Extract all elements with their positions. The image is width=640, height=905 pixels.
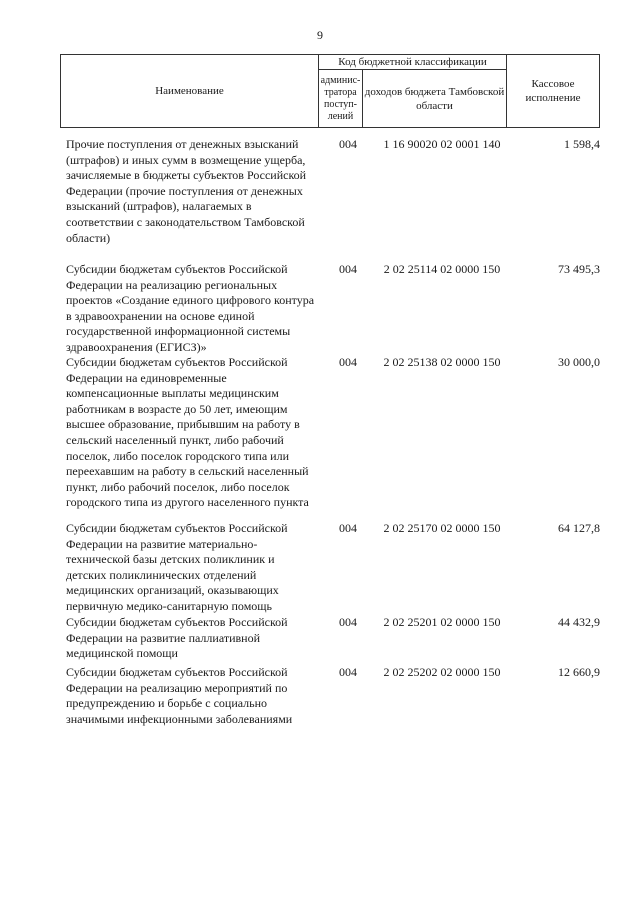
header-name: Наименование bbox=[61, 55, 319, 128]
header-admin: админис-тратора поступ-лений bbox=[319, 70, 363, 128]
header-classification-group: Код бюджетной классификации bbox=[319, 55, 507, 70]
row-income-code: 2 02 25170 02 0000 150 bbox=[383, 521, 501, 535]
row-income-code: 2 02 25114 02 0000 150 bbox=[383, 262, 501, 276]
header-income: доходов бюджета Тамбовской области bbox=[363, 70, 507, 128]
row-income-code: 1 16 90020 02 0001 140 bbox=[383, 137, 501, 151]
row-amount: 73 495,3 bbox=[558, 262, 600, 276]
header-execution: Кассовое исполнение bbox=[507, 55, 600, 128]
row-name: Субсидии бюджетам субъектов Российской Федерации на единовременные компенсационные выплаты медицинским работникам в возрасте до 50 лет, имеющим высшее образование, прибывшим на работу в сельский населенный пункт, либо рабочий поселок, либо поселок городского типа или переехавшим на работу в сельский населенный пункт, либо рабочий поселок, либо поселок городского типа из другого населенного пункта bbox=[66, 355, 309, 510]
row-name: Субсидии бюджетам субъектов Российской Федерации на развитие паллиативной медицинской помощи bbox=[66, 615, 288, 661]
row-amount: 1 598,4 bbox=[564, 137, 600, 151]
table-header bbox=[60, 54, 600, 128]
row-name: Субсидии бюджетам субъектов Российской Федерации на развитие материально-технической базы детских поликлиник и детских поликлинических отделений медицинских организаций, оказывающих первичную медико-санитарную помощь bbox=[66, 521, 288, 613]
row-amount: 44 432,9 bbox=[558, 615, 600, 629]
row-amount: 64 127,8 bbox=[558, 521, 600, 535]
row-admin-code: 004 bbox=[339, 262, 357, 276]
row-income-code: 2 02 25138 02 0000 150 bbox=[383, 355, 501, 369]
row-admin-code: 004 bbox=[339, 137, 357, 151]
row-amount: 12 660,9 bbox=[558, 665, 600, 679]
row-income-code: 2 02 25202 02 0000 150 bbox=[383, 665, 501, 679]
row-income-code: 2 02 25201 02 0000 150 bbox=[383, 615, 501, 629]
row-admin-code: 004 bbox=[339, 355, 357, 369]
row-admin-code: 004 bbox=[339, 521, 357, 535]
row-name: Прочие поступления от денежных взысканий (штрафов) и иных сумм в возмещение ущерба, зачисляемые в бюджеты субъектов Российской Федерации (прочие поступления от денежных взысканий (штрафов), налагаемых в соответствии с законодательством Тамбовской области) bbox=[66, 137, 307, 245]
row-name: Субсидии бюджетам субъектов Российской Федерации на реализацию мероприятий по предупреждению и борьбе с социально значимыми инфекционными заболеваниями bbox=[66, 665, 293, 726]
row-admin-code: 004 bbox=[339, 665, 357, 679]
row-amount: 30 000,0 bbox=[558, 355, 600, 369]
page-number: 9 bbox=[317, 28, 323, 42]
row-name: Субсидии бюджетам субъектов Российской Федерации на реализацию региональных проектов «Создание единого цифрового контура в здравоохранении на основе единой государственной информационной системы здравоохранения (ЕГИСЗ)» bbox=[66, 262, 315, 354]
row-admin-code: 004 bbox=[339, 615, 357, 629]
